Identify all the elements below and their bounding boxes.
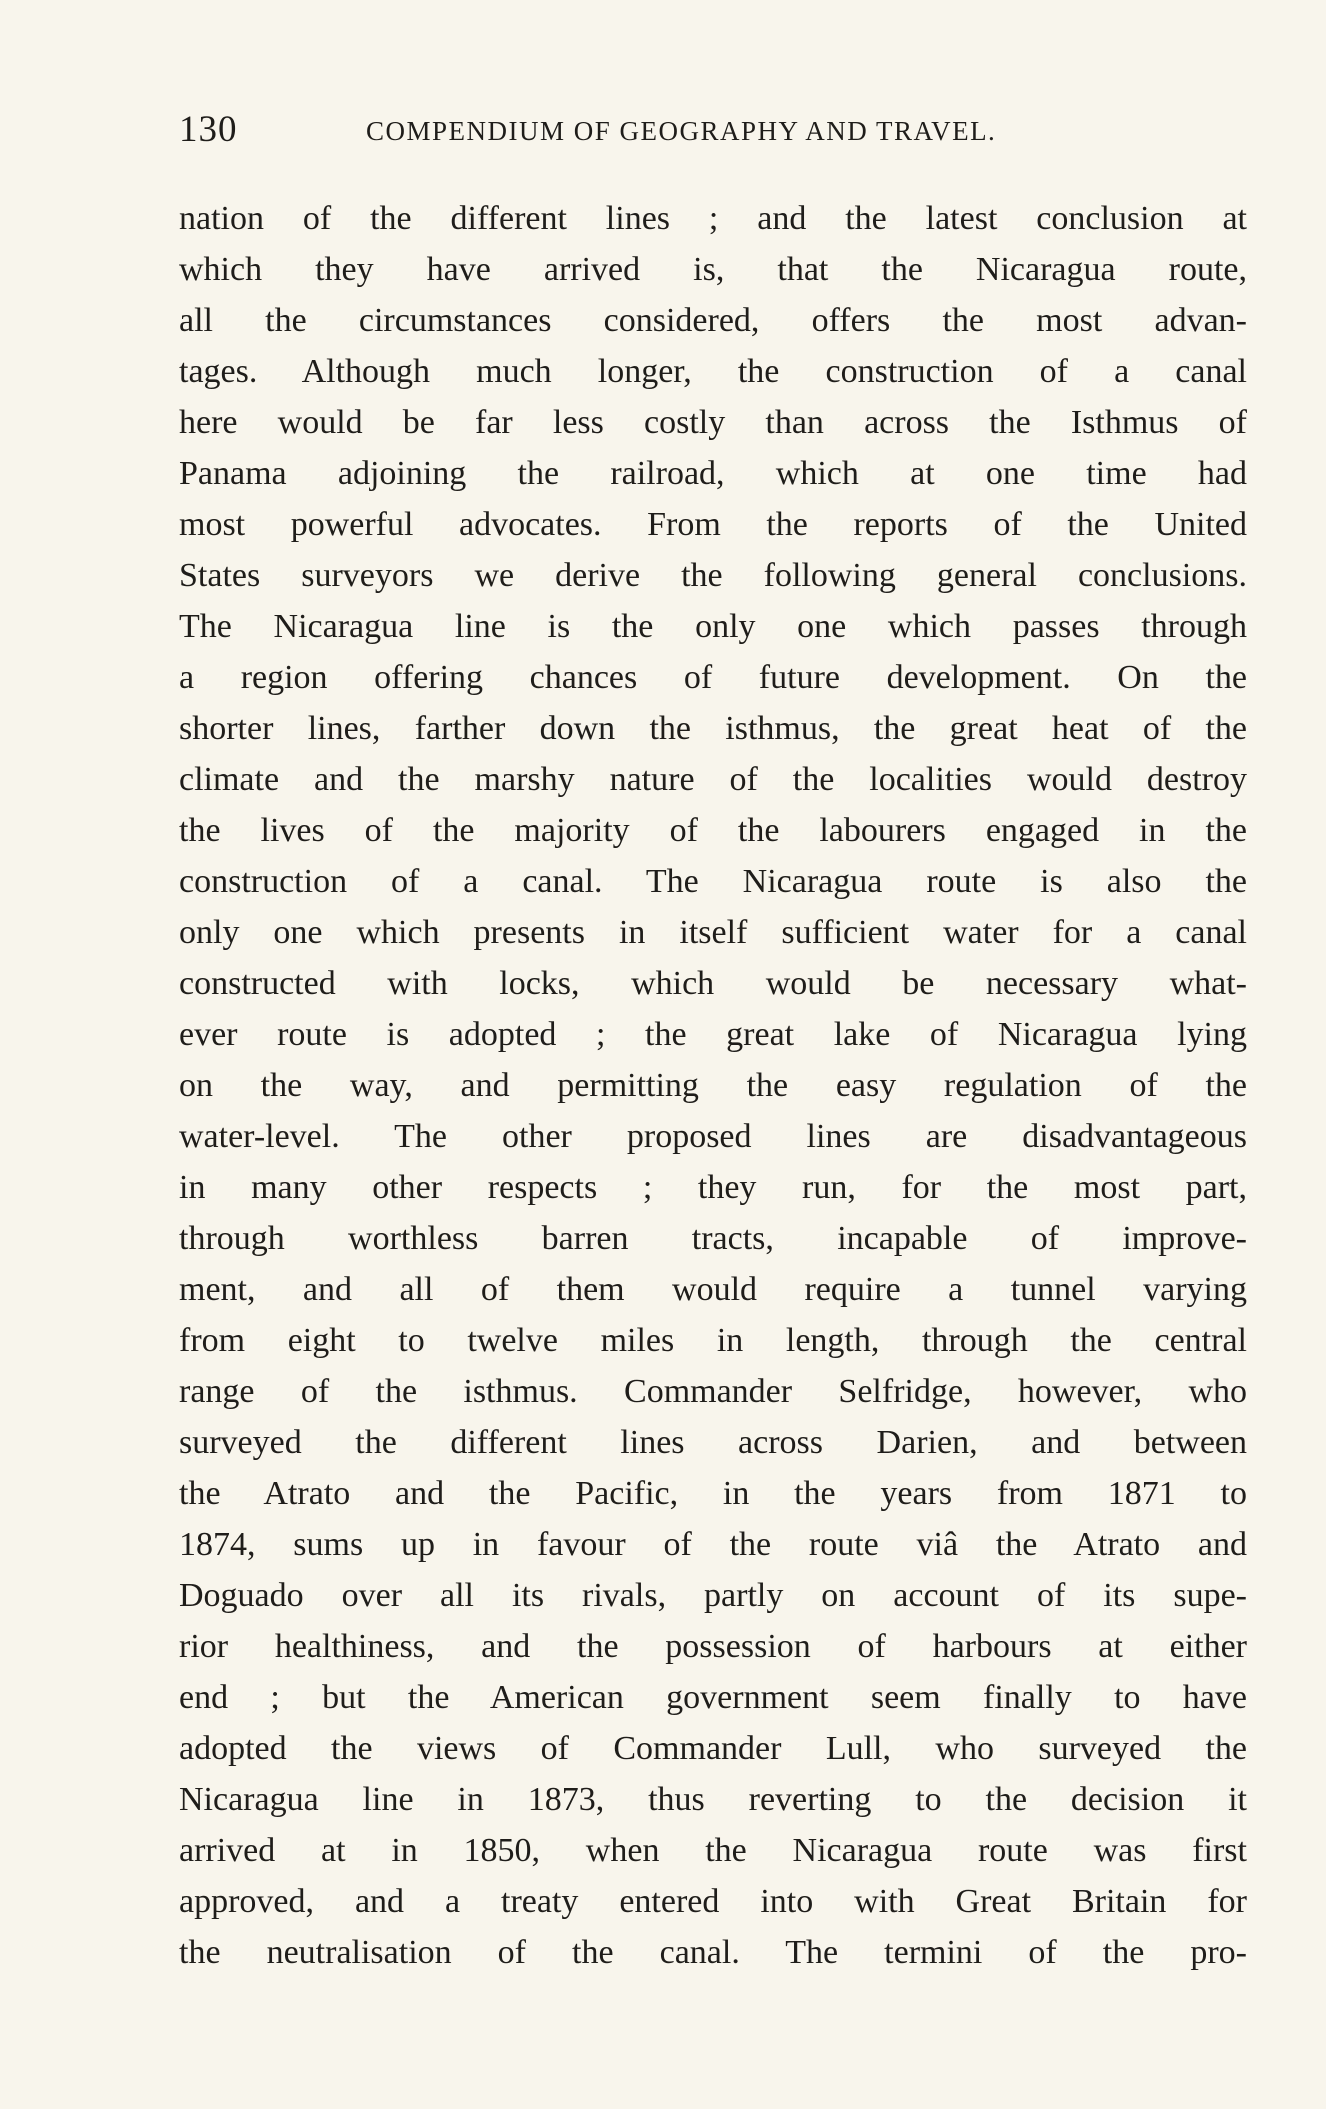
text-line: Doguado over all its rivals, partly on account of its supe-: [179, 1577, 1247, 1614]
text-line: climate and the marshy nature of the localities would destroy: [179, 761, 1247, 798]
text-line: range of the isthmus. Commander Selfridge, however, who: [179, 1373, 1247, 1410]
text-line: tages. Although much longer, the construction of a canal: [179, 353, 1247, 390]
text-line: adopted the views of Commander Lull, who surveyed the: [179, 1730, 1247, 1767]
text-line: shorter lines, farther down the isthmus, the great heat of the: [179, 710, 1247, 747]
text-line: which they have arrived is, that the Nicaragua route,: [179, 251, 1247, 288]
text-line: in many other respects ; they run, for the most part,: [179, 1169, 1247, 1206]
text-line: Panama adjoining the railroad, which at one time had: [179, 455, 1247, 492]
text-line: water-level. The other proposed lines are disadvantageous: [179, 1118, 1247, 1155]
page-header: [179, 108, 1249, 158]
page-number: 130: [179, 109, 238, 150]
text-line: through worthless barren tracts, incapable of improve-: [179, 1220, 1247, 1257]
text-line: the lives of the majority of the labourers engaged in the: [179, 812, 1247, 849]
text-line: ment, and all of them would require a tunnel varying: [179, 1271, 1247, 1308]
text-line: constructed with locks, which would be necessary what-: [179, 965, 1247, 1002]
text-line: surveyed the different lines across Darien, and between: [179, 1424, 1247, 1461]
text-line: only one which presents in itself sufficient water for a canal: [179, 914, 1247, 951]
text-line: all the circumstances considered, offers the most advan-: [179, 302, 1247, 339]
text-line: here would be far less costly than across the Isthmus of: [179, 404, 1247, 441]
text-line: on the way, and permitting the easy regulation of the: [179, 1067, 1247, 1104]
text-line: end ; but the American government seem finally to have: [179, 1679, 1247, 1716]
text-line: construction of a canal. The Nicaragua route is also the: [179, 863, 1247, 900]
body-text: [179, 193, 1247, 1978]
text-line: approved, and a treaty entered into with Great Britain for: [179, 1883, 1247, 1920]
text-line: the Atrato and the Pacific, in the years from 1871 to: [179, 1475, 1247, 1512]
text-line: a region offering chances of future development. On the: [179, 659, 1247, 696]
running-title: COMPENDIUM OF GEOGRAPHY AND TRAVEL.: [366, 116, 997, 146]
text-line: the neutralisation of the canal. The termini of the pro-: [179, 1934, 1247, 1971]
text-line: ever route is adopted ; the great lake of Nicaragua lying: [179, 1016, 1247, 1053]
text-line: The Nicaragua line is the only one which passes through: [179, 608, 1247, 645]
text-line: most powerful advocates. From the reports of the United: [179, 506, 1247, 543]
text-line: 1874, sums up in favour of the route viâ the Atrato and: [179, 1526, 1247, 1563]
text-line: nation of the different lines ; and the latest conclusion at: [179, 200, 1247, 237]
text-line: rior healthiness, and the possession of harbours at either: [179, 1628, 1247, 1665]
text-line: States surveyors we derive the following general conclusions.: [179, 557, 1247, 594]
text-line: from eight to twelve miles in length, through the central: [179, 1322, 1247, 1359]
text-line: Nicaragua line in 1873, thus reverting to the decision it: [179, 1781, 1247, 1818]
text-line: arrived at in 1850, when the Nicaragua route was first: [179, 1832, 1247, 1869]
